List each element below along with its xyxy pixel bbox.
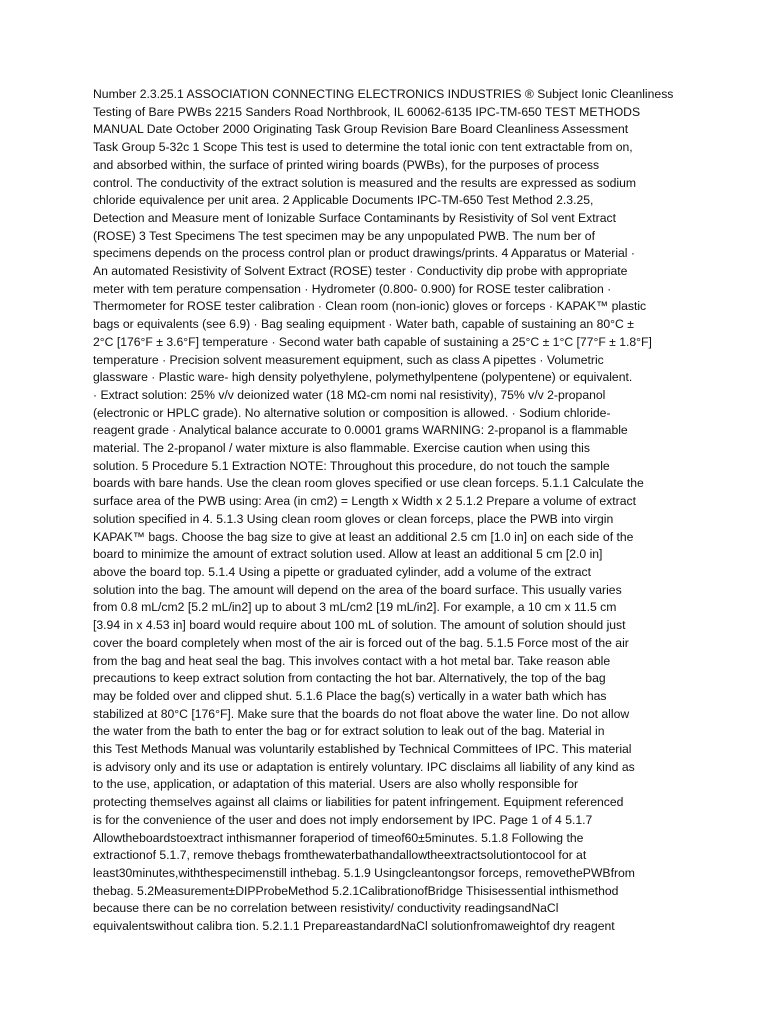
text-line: is for the convenience of the user and does not imply endorsement by IPC. Page 1 of 4 5.1.7 — [93, 812, 593, 827]
text-line: surface area of the PWB using: Area (in cm2) = Length x Width x 2 5.1.2 Prepare a volume of extract — [93, 494, 636, 509]
text-line: Allowtheboardstoextract inthismanner foraperiod of timeof60±5minutes. 5.1.8 Following the — [93, 830, 584, 845]
text-line: may be folded over and clipped shut. 5.1.6 Place the bag(s) vertically in a water bath which has — [93, 688, 607, 703]
text-line: solution. 5 Procedure 5.1 Extraction NOTE: Throughout this procedure, do not touch the sample — [93, 458, 610, 473]
text-line: material. The 2-propanol / water mixture is also flammable. Exercise caution when using this — [93, 441, 590, 456]
text-line: above the board top. 5.1.4 Using a pipette or graduated cylinder, add a volume of the extract — [93, 564, 591, 579]
text-line: to the use, application, or adaptation of this material. Users are also wholly responsible for — [93, 777, 579, 792]
text-line: control. The conductivity of the extract solution is measured and the results are expressed as sodium — [93, 175, 637, 190]
text-line: this Test Methods Manual was voluntarily established by Technical Committees of IPC. This material — [93, 742, 632, 757]
text-line: temperature · Precision solvent measurement equipment, such as class A pipettes · Volumetric — [93, 352, 604, 367]
text-line: bags or equivalents (see 6.9) · Bag sealing equipment · Water bath, capable of sustaining an 80°C ± — [93, 317, 634, 332]
text-line: cover the board completely when most of the air is forced out of the bag. 5.1.5 Force most of the air — [93, 635, 629, 650]
text-line: glassware · Plastic ware- high density polyethylene, polymethylpentene (polypentene) or equivalent. — [93, 370, 633, 385]
text-line: An automated Resistivity of Solvent Extract (ROSE) tester · Conductivity dip probe with appropriate — [93, 264, 628, 279]
text-line: board to minimize the amount of extract solution used. Allow at least an additional 5 cm [2.0 in] — [93, 547, 603, 562]
text-line: equivalentswithout calibra tion. 5.2.1.1 PrepareastandardNaCl solutionfromaweightof dry reagent — [93, 919, 615, 934]
text-line: (electronic or HPLC grade). No alternative solution or composition is allowed. · Sodium chloride- — [93, 405, 611, 420]
document-page — [93, 86, 678, 936]
text-line: specimens depends on the process control plan or product drawings/prints. 4 Apparatus or Material · — [93, 246, 635, 261]
text-line: thebag. 5.2Measurement±DIPProbeMethod 5.2.1CalibrationofBridge Thisisessential inthismethod — [93, 883, 619, 898]
text-line: KAPAK™ bags. Choose the bag size to give at least an additional 2.5 cm [1.0 in] on each side of the — [93, 529, 634, 544]
text-line: boards with bare hands. Use the clean room gloves specified or use clean forceps. 5.1.1 Calculate the — [93, 476, 644, 491]
text-line: from 0.8 mL/cm2 [5.2 mL/in2] up to about 3 mL/cm2 [19 mL/in2]. For example, a 10 cm x 11.5 cm — [93, 600, 617, 615]
text-line: solution specified in 4. 5.1.3 Using clean room gloves or clean forceps, place the PWB into virgin — [93, 511, 614, 526]
text-line: Number 2.3.25.1 ASSOCIATION CONNECTING ELECTRONICS INDUSTRIES ® Subject Ionic Cleanliness — [93, 87, 674, 101]
text-line: · Extract solution: 25% v/v deionized water (18 MΩ-cm nomi nal resistivity), 75% v/v 2-propanol — [93, 387, 606, 402]
text-line: meter with tem perature compensation · Hydrometer (0.800- 0.900) for ROSE tester calibration · — [93, 281, 612, 296]
text-line: reagent grade · Analytical balance accurate to 0.0001 grams WARNING: 2-propanol is a flammable — [93, 423, 628, 438]
text-line: Thermometer for ROSE tester calibration · Clean room (non-ionic) gloves or forceps · KAPAK™ plastic — [93, 299, 647, 314]
text-line: because there can be no correlation between resistivity/ conductivity readingsandNaCl — [93, 901, 559, 916]
text-line: least30minutes,withthespecimenstill inthebag. 5.1.9 Usingcleantongsor forceps, removethePWBfrom — [93, 865, 635, 880]
text-line: chloride equivalence per unit area. 2 Applicable Documents IPC-TM-650 Test Method 2.3.25, — [93, 193, 594, 208]
text-line: and absorbed within, the surface of printed wiring boards (PWBs), for the purposes of process — [93, 157, 600, 172]
text-line: solution into the bag. The amount will depend on the area of the board surface. This usually varies — [93, 582, 622, 597]
text-line: protecting themselves against all claims or liabilities for patent infringement. Equipment referenced — [93, 795, 624, 810]
text-line: 2°C [176°F ± 3.6°F] temperature · Second water bath capable of sustaining a 25°C ± 1°C [77°F ± 1.8°F] — [93, 334, 652, 349]
text-line: the water from the bath to enter the bag or for extract solution to leak out of the bag. Material in — [93, 724, 605, 739]
text-line: from the bag and heat seal the bag. This involves contact with a hot metal bar. Take reason able — [93, 653, 611, 668]
text-line: stabilized at 80°C [176°F]. Make sure that the boards do not float above the water line. Do not allow — [93, 706, 630, 721]
text-line: MANUAL Date October 2000 Originating Task Group Revision Bare Board Cleanliness Assessment — [93, 122, 629, 137]
text-line: Detection and Measure ment of Ionizable Surface Contaminants by Resistivity of Sol vent Extract — [93, 210, 616, 225]
text-line: Testing of Bare PWBs 2215 Sanders Road Northbrook, IL 60062-6135 IPC-TM-650 TEST METHODS — [93, 104, 641, 119]
text-line: is advisory only and its use or adaptation is entirely voluntary. IPC disclaims all liability of any kind as — [93, 759, 635, 774]
text-line: precautions to keep extract solution from contacting the hot bar. Alternatively, the top of the bag — [93, 671, 606, 686]
text-line: [3.94 in x 4.53 in] board would require about 100 mL of solution. The amount of solution should just — [93, 618, 626, 633]
text-line: extractionof 5.1.7, remove thebags fromthewaterbathandallowtheextractsolutiontocool for at — [93, 848, 587, 863]
text-line: (ROSE) 3 Test Specimens The test specimen may be any unpopulated PWB. The num ber of — [93, 228, 595, 243]
text-line: Task Group 5-32c 1 Scope This test is used to determine the total ionic con tent extractable from on, — [93, 140, 633, 155]
